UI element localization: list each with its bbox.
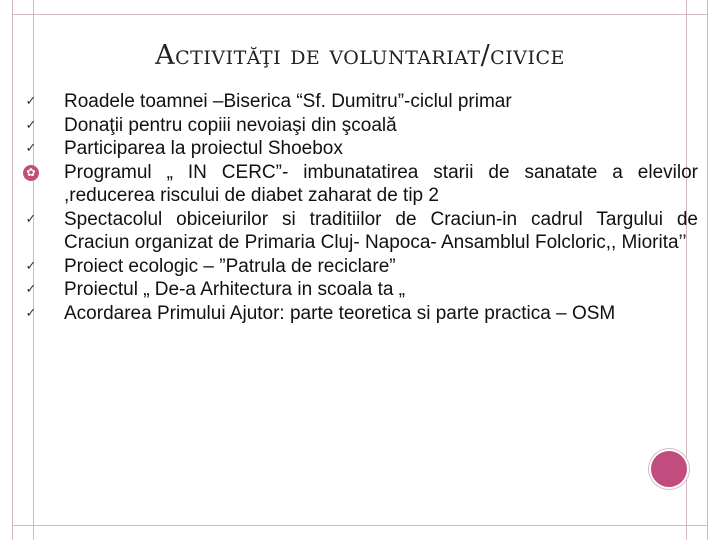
check-icon: ✓ — [25, 94, 37, 109]
list-item-text: Acordarea Primului Ajutor: parte teoretica si parte practica – OSM — [64, 302, 616, 324]
check-icon: ✓ — [25, 117, 37, 133]
bottom-border-line — [12, 525, 708, 526]
check-icon: ✓ — [25, 305, 37, 321]
activities-list — [25, 90, 698, 325]
list-item-text: Proiect ecologic – ”Patrula de reciclare” — [64, 255, 396, 277]
list-item — [25, 208, 698, 255]
gear-icon: ✿ — [23, 165, 39, 181]
list-item-text: Participarea la proiectul Shoebox — [64, 138, 343, 159]
check-icon: ✓ — [25, 211, 37, 227]
list-item — [25, 114, 698, 138]
list-item-text: Programul „ IN CERC”- imbunatatirea starii de sanatate a elevilor ,reducerea riscului de diabet zaharat de tip 2 — [64, 161, 698, 206]
list-item-text: Roadele toamnei –Biserica “Sf. Dumitru”-ciclul primar — [64, 91, 512, 112]
list-item-text: Proiectul „ De-a Arhitectura in scoala ta „ — [64, 279, 406, 300]
decorative-circle — [649, 449, 689, 489]
list-item — [25, 302, 698, 326]
list-item — [25, 278, 698, 302]
check-icon: ✓ — [25, 282, 37, 297]
list-item-text: Donaţii pentru copiii nevoiaşi din şcoală — [64, 114, 397, 136]
check-icon: ✓ — [25, 258, 37, 274]
slide-title: Activităţi de voluntariat/civice — [155, 40, 565, 71]
list-item — [25, 137, 698, 161]
list-item-text: Spectacolul obiceiurilor si traditiilor de Craciun-in cadrul Targului de Craciun organizat de Primaria Cluj- Napoca- Ansamblul Folcloric,, Miorita’’ — [64, 208, 698, 253]
check-icon: ✓ — [25, 141, 37, 156]
list-item — [25, 90, 698, 114]
top-border-line — [12, 14, 708, 15]
list-item — [26, 161, 698, 208]
list-item — [25, 255, 698, 279]
